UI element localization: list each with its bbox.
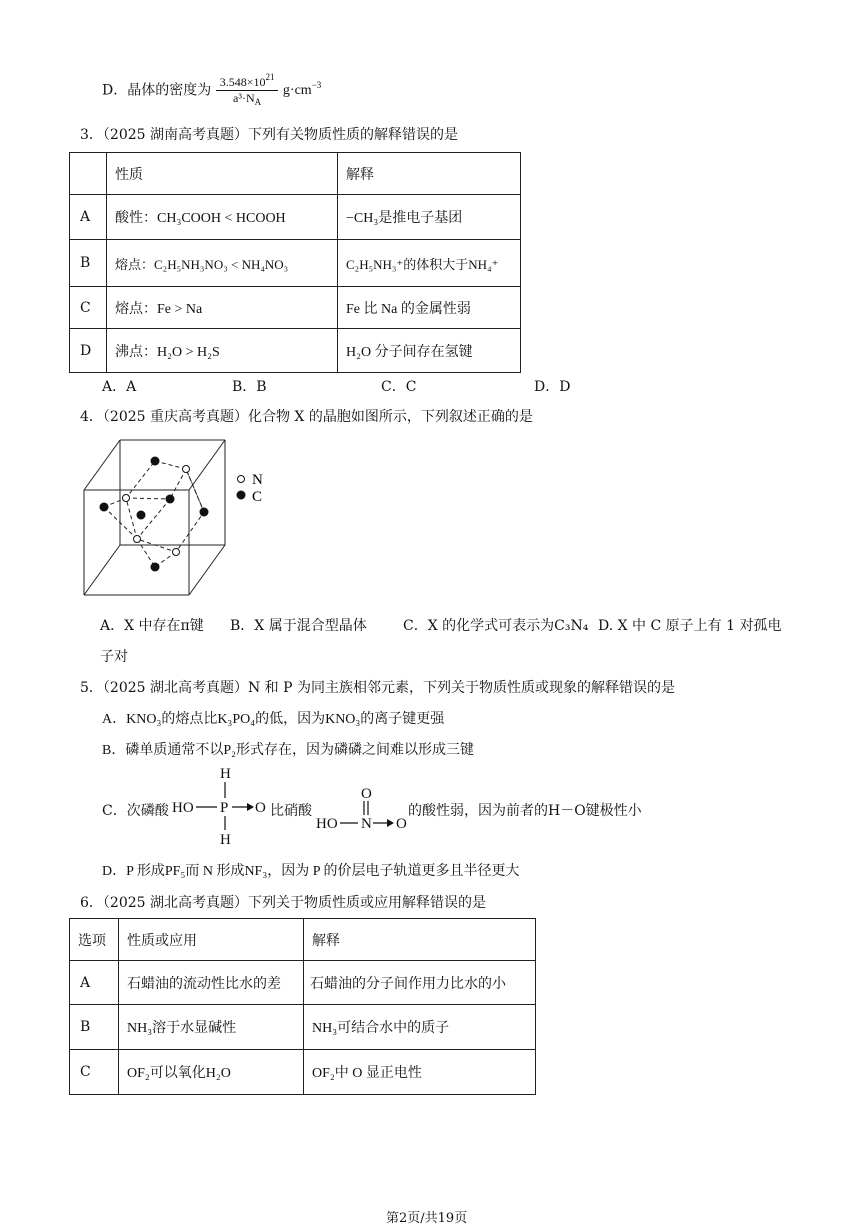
legend-n-label: N bbox=[252, 472, 263, 488]
svg-text:H: H bbox=[220, 832, 231, 848]
q5-choice-a: A．KNO₃的熔点比K₃PO₄的低，因为KNO₃的离子键更强 bbox=[102, 712, 445, 727]
table-row: C OF₂可以氧化H₂O OF₂中 O 显正电性 bbox=[70, 1050, 536, 1095]
nitric-acid-structure bbox=[314, 784, 410, 832]
q6-stem: 6．（2025 湖北高考真题）下列关于物质性质或应用解释错误的是 bbox=[80, 895, 486, 911]
q4-choice-d: D. X 中 C 原子上有 1 对孤电 bbox=[598, 618, 782, 634]
svg-text:P: P bbox=[220, 800, 229, 816]
nitrogen-atom bbox=[173, 549, 180, 556]
q5-choice-b: B．磷单质通常不以P₂形式存在，因为磷磷之间难以形成三键 bbox=[102, 743, 475, 758]
q3-choice-c: C．C bbox=[381, 379, 417, 395]
svg-text:HO: HO bbox=[172, 800, 194, 816]
nitrogen-atom bbox=[134, 536, 141, 543]
carbon-atom bbox=[200, 508, 209, 517]
q6-header-property: 性质或应用 bbox=[119, 919, 304, 961]
q6-header-explanation: 解释 bbox=[304, 919, 536, 961]
page-number-footer: 第2页/共19页 bbox=[386, 1211, 468, 1226]
q3-header-explanation: 解释 bbox=[338, 153, 521, 195]
q4-stem: 4．（2025 重庆高考真题）化合物 X 的晶胞如图所示，下列叙述正确的是 bbox=[80, 409, 533, 425]
legend-c-label: C bbox=[252, 489, 263, 505]
legend-n-marker bbox=[238, 476, 245, 483]
q3-stem: 3．（2025 湖南高考真题）下列有关物质性质的解释错误的是 bbox=[80, 127, 458, 143]
crystal-cell-diagram bbox=[80, 434, 280, 600]
q6-table bbox=[69, 918, 536, 1095]
nitrogen-atom bbox=[183, 466, 190, 473]
q5-choice-c-suffix: 的酸性弱，因为前者的H－O键极性小 bbox=[408, 803, 642, 819]
svg-text:H: H bbox=[220, 766, 231, 782]
table-row: C 熔点：Fe > Na Fe 比 Na 的金属性弱 bbox=[70, 287, 521, 329]
q2-option-d: D．晶体的密度为 $\frac{3.548\times 10^{21}}{a^3\cdot N_A}$ $g\cdot cm^{-3}$ bbox=[102, 72, 322, 107]
q5-choice-d: D．P 形成PF₅而 N 形成NF₃，因为 P 的价层电子轨道更多且半径更大 bbox=[102, 864, 520, 879]
q4-choice-a: A．X 中存在π键 bbox=[100, 618, 204, 634]
legend-c-marker bbox=[237, 491, 246, 500]
q3-header-property: 性质 bbox=[107, 153, 338, 195]
carbon-atom bbox=[100, 503, 109, 512]
table-row: B 熔点：C₂H₅NH₃NO₃ < NH₄NO₃ C₂H₅NH₃⁺的体积大于NH₄⁺ bbox=[70, 240, 521, 287]
table-row: B NH₃溶于水显碱性 NH₃可结合水中的质子 bbox=[70, 1005, 536, 1050]
q3-table bbox=[69, 152, 521, 373]
hypophosphorous-acid-structure bbox=[170, 764, 270, 848]
svg-text:O: O bbox=[255, 800, 266, 816]
table-row: A 酸性：CH₃COOH < HCOOH −CH₃是推电子基团 bbox=[70, 195, 521, 240]
q4-choice-c: C．X 的化学式可表示为C₃N₄ bbox=[403, 618, 589, 634]
carbon-atom bbox=[137, 511, 146, 520]
q5-stem: 5．（2025 湖北高考真题）N 和 P 为同主族相邻元素，下列关于物质性质或现象的解释错误的是 bbox=[80, 680, 676, 696]
svg-text:N: N bbox=[361, 816, 372, 832]
q6-header-option: 选项 bbox=[70, 919, 119, 961]
carbon-atom bbox=[166, 495, 175, 504]
table-row: A 石蜡油的流动性比水的差 石蜡油的分子间作用力比水的小 bbox=[70, 961, 536, 1005]
q4-choice-b: B．X 属于混合型晶体 bbox=[230, 618, 367, 634]
carbon-atom bbox=[151, 457, 160, 466]
svg-text:O: O bbox=[396, 816, 407, 832]
q5-choice-c-prefix: C．次磷酸 bbox=[102, 803, 169, 819]
nitrogen-atom bbox=[123, 495, 130, 502]
q3-choice-a: A．A bbox=[102, 379, 137, 395]
svg-text:HO: HO bbox=[316, 816, 338, 832]
density-fraction: $\frac{3.548\times 10^{21}}{a^3\cdot N_A}$ bbox=[216, 72, 279, 107]
carbon-atom bbox=[151, 563, 160, 572]
table-row: D 沸点：H₂O > H₂S H₂O 分子间存在氢键 bbox=[70, 329, 521, 373]
svg-text:O: O bbox=[361, 786, 372, 802]
q4-choice-d-cont: 子对 bbox=[100, 649, 128, 665]
q5-choice-c-mid: 比硝酸 bbox=[270, 803, 312, 819]
q3-choice-b: B．B bbox=[232, 379, 267, 395]
q3-choice-d: D．D bbox=[534, 379, 571, 395]
